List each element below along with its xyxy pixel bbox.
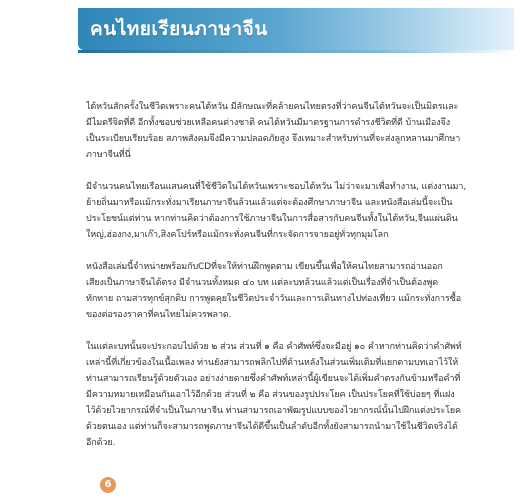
- text-line: เป็นระเบียบเรียบร้อย สภาพสังคมจึงมีความปลอดภัยสูง จึงเหมาะสำหรับท่านที่จะส่งลูกหลานมาศึกษา: [86, 134, 461, 144]
- text-line: ทักทาย ถามสารทุกข์สุกดิบ การพูดคุยในชีวิตประจำวันและการเดินทางไปท่องเที่ยว แม้กระทั่งการซื้อ: [86, 294, 462, 304]
- text-line: มีจำนวนคนไทยเรือนแสนคนที่ใช้ชีวิตในไต้หวันเพราะชอบไต้หวัน ไม่ว่าจะมาเพื่อทำงาน, แต่งงานมา,: [86, 182, 467, 192]
- body-text: [86, 99, 486, 467]
- text-line: ประโยชน์แต่ท่าน หากท่านคิดว่าต้องการใช้ภาษาจีนในการสื่อสารกับคนจีนทั้งในไต้หวัน,จีนแผ่นดิน: [86, 214, 458, 224]
- header-divider: [78, 50, 514, 53]
- paragraph: [86, 339, 486, 451]
- text-line: ใหญ่,ฮ่องกง,มาเก๊า,สิงคโปร์หรือแม้กระทั่งคนจีนที่กระจัดการจายอยู่ทั่วทุกมุมโลก: [86, 230, 389, 240]
- paragraph: [86, 99, 486, 163]
- text-line: ย้ายถิ่นมาหรือแม้กระทั่งมาเรียนภาษาจีนล้วนแล้วแต่จะต้องศึกษาภาษาจีน และหนังสือเล่มนี้จะเป็น: [86, 198, 453, 208]
- page-number-badge: 6: [100, 477, 116, 493]
- text-line: เสียงเป็นภาษาจีนได้ตรง มีจำนวนทั้งหมด ๔๐ บท แต่ละบทล้วนแล้วแต่เป็นเรื่องที่จำเป็นต้องพูด: [86, 278, 439, 288]
- text-line: ไว้ด้วยไวยากรณ์ที่จำเป็นในภาษาจีน ท่านสามารถเอาพัฒรูปแบบของไวยากรณ์นั้นไปฝึกแต่งประโยค: [86, 406, 461, 416]
- text-line: อีกด้วย.: [86, 438, 116, 448]
- text-line: มีไมตรีจิตที่ดี อีกทั้งชอบช่วยเหลือคนต่างชาติ คนไต้หวันมีมาตรฐานการดำรงชีวิตที่ดี บ้านเมืองจึง: [86, 118, 450, 128]
- text-line: มีความหมายเหมือนกันเอาไว้อีกด้วย ส่วนที่ ๒ คือ ส่วนของรูปประโยค เป็นประโยคที่ใช้บ่อยๆ ที่แฝง: [86, 390, 455, 400]
- text-line: ท่านสามารถเรียนรู้ด้วยตัวเอง อย่างง่ายดายซึ่งคำศัพท์เหล่านี้ผู้เขียนจะได้เพิ่มคำตรงกันข้ามหรือคำที่: [86, 374, 461, 384]
- text-line: ภาษาจีนที่นี่: [86, 150, 131, 160]
- text-line: ในแต่ละบทนั้นจะประกอบไปด้วย ๒ ส่วน ส่วนที่ ๑ คือ คำศัพท์ซึ่งจะมีอยู่ ๑๐ คำหากท่านคิดว่าคำศัพท์: [86, 342, 462, 352]
- text-line: หนังสือเล่มนี้จำหน่ายพร้อมกับCDที่จะให้ท่านฝึกพูดตาม เขียนขึ้นเพื่อให้คนไทยสามารถอ่านออก: [86, 262, 443, 272]
- page-title: คนไทยเรียนภาษาจีน: [90, 18, 268, 40]
- text-line: ไต้หวันสักครั้งในชีวิตเพราะคนไต้หวัน มีลักษณะที่คล้ายคนไทยตรงที่ว่าคนจีนไต้หวันจะเป็นมิตรและ: [86, 102, 459, 112]
- paragraph: [86, 259, 486, 323]
- paragraph: [86, 179, 486, 243]
- text-line: เหล่านี้ที่เกี่ยวข้องในเนื้อเพลง ท่านยังสามารถพลิกไปที่ด้านหลังในส่วนเพิ่มเติมที่แยกตามบทเอาไว้ให้: [86, 358, 459, 368]
- text-line: ด้วยตนเอง แต่ท่านก็จะสามารถพูดภาษาจีนได้ดีขึ้นเป็นลำดับอีกทั้งยังสามารถนำมาใช้ในชีวิตจริงได้: [86, 422, 458, 432]
- text-line: ของต่อรองราคาที่คนไทยไม่ควรพลาด.: [86, 310, 232, 320]
